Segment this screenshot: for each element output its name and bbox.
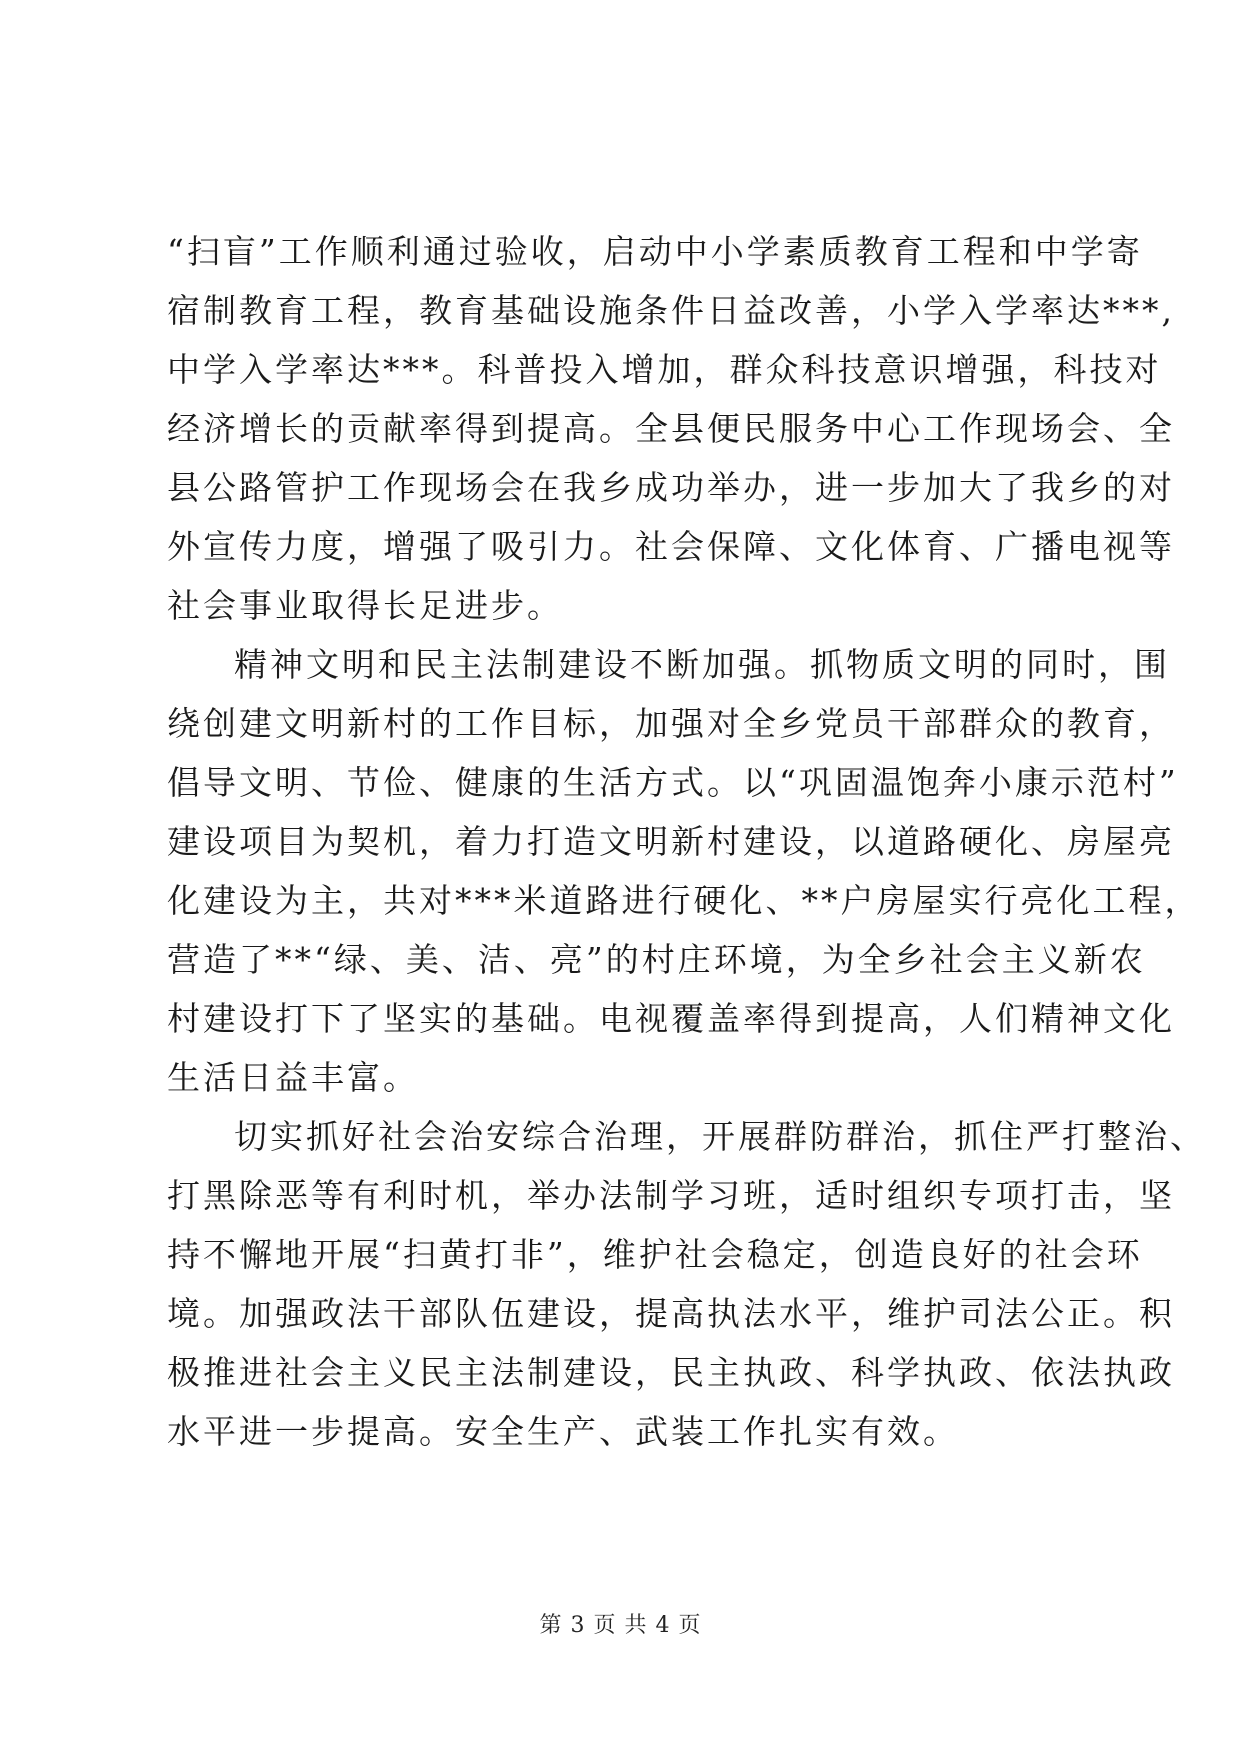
text-line: 经济增长的贡献率得到提高。全县便民服务中心工作现场会、全	[167, 409, 1175, 448]
text-line: 宿制教育工程，教育基础设施条件日益改善，小学入学率达***,	[167, 291, 1175, 330]
text-line: 生活日益丰富。	[167, 1058, 419, 1097]
text-line: 村建设打下了坚实的基础。电视覆盖率得到提高，人们精神文化	[167, 999, 1175, 1038]
text-line-content: 切实抓好社会治安综合治理，开展群防群治，抓住严打整治、	[234, 1117, 1206, 1156]
document-body	[167, 222, 1206, 1461]
text-line: 水平进一步提高。安全生产、武装工作扎实有效。	[167, 1412, 959, 1451]
text-line: 外宣传力度，增强了吸引力。社会保障、文化体育、广播电视等	[167, 527, 1175, 566]
text-line: 极推进社会主义民主法制建设，民主执政、科学执政、依法执政	[167, 1353, 1175, 1392]
text-line: 中学入学率达***。科普投入增加，群众科技意识增强，科技对	[167, 350, 1162, 389]
text-line-first	[167, 635, 1170, 694]
text-line: 化建设为主，共对***米道路进行硬化、**户房屋实行亮化工程，	[167, 881, 1201, 920]
text-line: “扫盲”工作顺利通过验收，启动中小学素质教育工程和中学寄	[167, 232, 1143, 271]
page-number-footer: 第 3 页 共 4 页	[539, 1613, 702, 1638]
paragraph-2	[167, 635, 1201, 1107]
text-line: 绕创建文明新村的工作目标，加强对全乡党员干部群众的教育，	[167, 704, 1175, 743]
paragraph-3	[167, 1107, 1206, 1461]
text-line-content: 精神文明和民主法制建设不断加强。抓物质文明的同时，围	[234, 645, 1170, 684]
text-line: 境。加强政法干部队伍建设，提高执法水平，维护司法公正。积	[167, 1294, 1175, 1333]
text-line: 持不懈地开展“扫黄打非”，维护社会稳定，创造良好的社会环	[167, 1235, 1143, 1274]
text-line: 营造了**“绿、美、洁、亮”的村庄环境，为全乡社会主义新农	[167, 940, 1146, 979]
text-line: 打黑除恶等有利时机，举办法制学习班，适时组织专项打击，坚	[167, 1176, 1175, 1215]
text-line: 倡导文明、节俭、健康的生活方式。以“巩固温饱奔小康示范村”	[167, 763, 1179, 802]
text-line: 县公路管护工作现场会在我乡成功举办，进一步加大了我乡的对	[167, 468, 1175, 507]
paragraph-1	[167, 222, 1175, 635]
text-line: 社会事业取得长足进步。	[167, 586, 563, 625]
text-line: 建设项目为契机，着力打造文明新村建设，以道路硬化、房屋亮	[167, 822, 1175, 861]
text-line-first	[167, 1107, 1206, 1166]
